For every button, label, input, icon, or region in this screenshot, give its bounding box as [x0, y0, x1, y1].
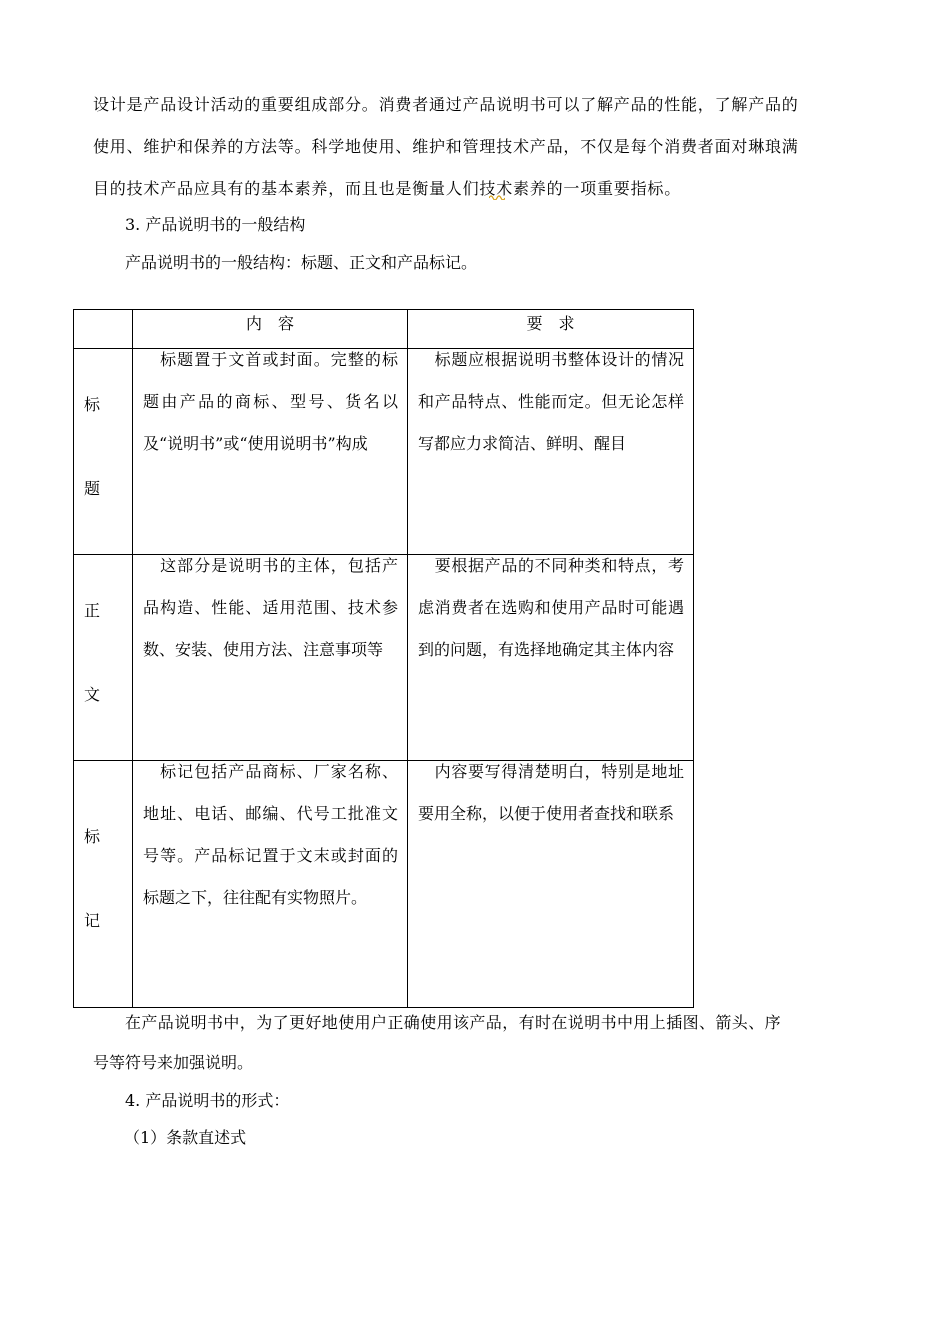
- paragraph-intro-line-2: 使用、维护和保养的方法等。科学地使用、维护和管理技术产品，不仅是每个消费者面对琳琅满: [93, 137, 799, 156]
- spellcheck-mark: [489, 194, 505, 200]
- row-requirement-cell: [408, 349, 694, 555]
- section-4-heading: 4. 产品说明书的形式：: [125, 1091, 290, 1110]
- row-label-mark: [74, 761, 133, 1008]
- row-requirement-cell: [408, 555, 694, 761]
- row-label-char: 题: [84, 479, 101, 498]
- table-row: [74, 349, 694, 555]
- table-row: [74, 761, 694, 1008]
- row-label-char: 标: [84, 395, 101, 414]
- paragraph-intro-line-3: 目的技术产品应具有的基本素养，而且也是衡量人们技术素养的一项重要指标。: [93, 179, 682, 198]
- paragraph-after-table-line-2: 号等符号来加强说明。: [93, 1053, 254, 1072]
- row-label-char: 标: [84, 827, 101, 846]
- table-header-corner: [74, 310, 133, 349]
- cell-text: 这部分是说明书的主体，包括产品构造、性能、适用范围、技术参数、安装、使用方法、注意事项等: [143, 556, 398, 659]
- row-requirement-cell: [408, 761, 694, 1008]
- table-row: [74, 555, 694, 761]
- row-content-cell: [133, 555, 408, 761]
- table-header-content: 内 容: [133, 310, 408, 349]
- cell-text: 标题置于文首或封面。完整的标题由产品的商标、型号、货名以及“说明书”或“使用说明书”构成: [143, 350, 398, 453]
- row-label-body: [74, 555, 133, 761]
- cell-text: 标题应根据说明书整体设计的情况和产品特点、性能而定。但无论怎样写都应力求简洁、鲜明、醒目: [418, 350, 684, 453]
- row-label-char: 记: [84, 911, 101, 930]
- cell-text: 要根据产品的不同种类和特点，考虑消费者在选购和使用产品时可能遇到的问题，有选择地确定其主体内容: [418, 556, 684, 659]
- row-label-title: [74, 349, 133, 555]
- paragraph-after-table-line-1: 在产品说明书中，为了更好地使用户正确使用该产品，有时在说明书中用上插图、箭头、序: [125, 1013, 782, 1032]
- section-3-heading: 3. 产品说明书的一般结构: [125, 215, 306, 234]
- cell-text: 标记包括产品商标、厂家名称、地址、电话、邮编、代号工批准文号等。产品标记置于文末或封面的标题之下，往往配有实物照片。: [143, 762, 398, 907]
- row-content-cell: [133, 761, 408, 1008]
- cell-text: 内容要写得清楚明白，特别是地址要用全称，以便于使用者查找和联系: [418, 762, 684, 823]
- row-label-char: 文: [84, 685, 101, 704]
- row-content-cell: [133, 349, 408, 555]
- paragraph-intro-line-1: 设计是产品设计活动的重要组成部分。消费者通过产品说明书可以了解产品的性能，了解产品的: [93, 95, 799, 114]
- structure-table: [73, 309, 694, 1008]
- section-4-item-1: （1）条款直述式: [124, 1128, 247, 1147]
- section-3-text: 产品说明书的一般结构：标题、正文和产品标记。: [125, 253, 478, 272]
- table-header-requirement: 要 求: [408, 310, 694, 349]
- row-label-char: 正: [84, 601, 101, 620]
